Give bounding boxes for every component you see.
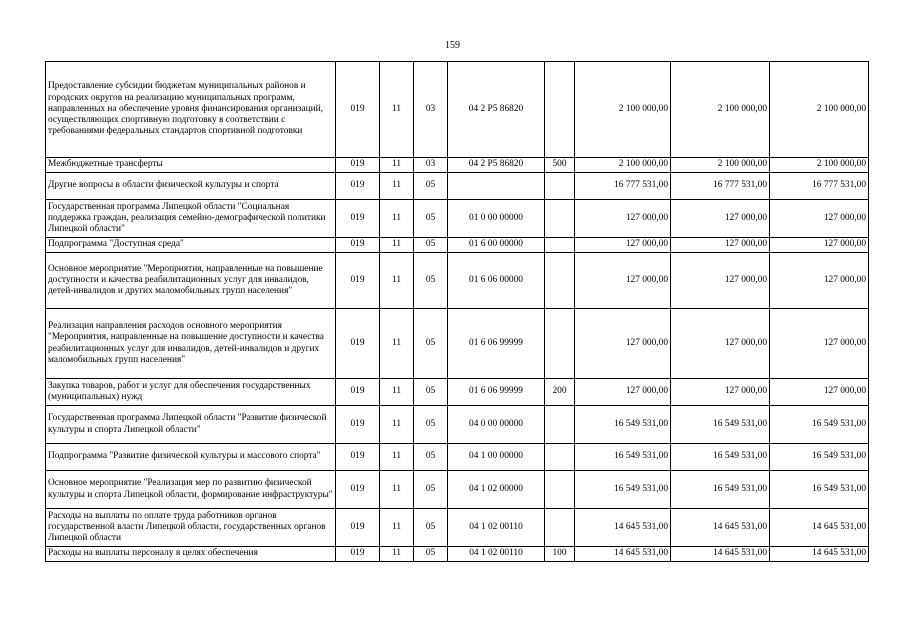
amount-cell-2: 16 549 531,00: [671, 471, 770, 509]
table-row: [46, 379, 869, 406]
section-cell: 11: [380, 309, 414, 379]
amount-cell-1: 2 100 000,00: [575, 62, 671, 158]
ministry-code-cell: 019: [336, 379, 380, 406]
amount-cell-3: 14 645 531,00: [770, 547, 869, 562]
description-cell: Государственная программа Липецкой области "Развитие физической культуры и спорта Липецкой области": [46, 406, 336, 444]
amount-cell-1: 127 000,00: [575, 309, 671, 379]
section-cell: 11: [380, 444, 414, 471]
subsection-cell: 05: [414, 173, 448, 200]
amount-cell-3: 127 000,00: [770, 200, 869, 238]
target-article-cell: 01 6 06 99999: [448, 309, 545, 379]
target-article-cell: 01 6 06 99999: [448, 379, 545, 406]
amount-cell-1: 127 000,00: [575, 200, 671, 238]
section-cell: 11: [380, 62, 414, 158]
description-cell: Предоставление субсидии бюджетам муниципальных районов и городских округов на реализацию муниципальных программ, направленных на обеспечение уровня финансирования организаций, осуществляющих спортивную подготовку в соответствии с требованиями федеральных стандартов спортивной подготовки: [46, 62, 336, 158]
subsection-cell: 03: [414, 158, 448, 173]
description-cell: Подпрограмма "Доступная среда": [46, 238, 336, 253]
subsection-cell: 03: [414, 62, 448, 158]
amount-cell-1: 14 645 531,00: [575, 547, 671, 562]
amount-cell-2: 16 549 531,00: [671, 406, 770, 444]
section-cell: 11: [380, 509, 414, 547]
section-cell: 11: [380, 200, 414, 238]
description-cell: Межбюджетные трансферты: [46, 158, 336, 173]
ministry-code-cell: 019: [336, 547, 380, 562]
description-cell: Подпрограмма "Развитие физической культуры и массового спорта": [46, 444, 336, 471]
ministry-code-cell: 019: [336, 238, 380, 253]
amount-cell-2: 127 000,00: [671, 309, 770, 379]
expense-type-cell: 100: [545, 547, 575, 562]
amount-cell-2: 2 100 000,00: [671, 158, 770, 173]
expense-type-cell: [545, 509, 575, 547]
subsection-cell: 05: [414, 379, 448, 406]
section-cell: 11: [380, 379, 414, 406]
section-cell: 11: [380, 253, 414, 309]
subsection-cell: 05: [414, 444, 448, 471]
table-row: [46, 406, 869, 444]
target-article-cell: 04 1 00 00000: [448, 444, 545, 471]
amount-cell-2: 2 100 000,00: [671, 62, 770, 158]
subsection-cell: 05: [414, 238, 448, 253]
table-row: [46, 309, 869, 379]
amount-cell-2: 14 645 531,00: [671, 509, 770, 547]
amount-cell-3: 14 645 531,00: [770, 509, 869, 547]
target-article-cell: 04 1 02 00110: [448, 547, 545, 562]
subsection-cell: 05: [414, 406, 448, 444]
table-row: [46, 471, 869, 509]
amount-cell-3: 16 777 531,00: [770, 173, 869, 200]
amount-cell-2: 127 000,00: [671, 379, 770, 406]
expense-type-cell: [545, 444, 575, 471]
table-row: [46, 200, 869, 238]
ministry-code-cell: 019: [336, 471, 380, 509]
amount-cell-1: 2 100 000,00: [575, 158, 671, 173]
ministry-code-cell: 019: [336, 173, 380, 200]
amount-cell-2: 127 000,00: [671, 253, 770, 309]
section-cell: 11: [380, 547, 414, 562]
description-cell: Основное мероприятие "Реализация мер по развитию физической культуры и спорта Липецкой области, формирование инфраструктуры": [46, 471, 336, 509]
expense-type-cell: [545, 406, 575, 444]
amount-cell-3: 127 000,00: [770, 253, 869, 309]
section-cell: 11: [380, 471, 414, 509]
expense-type-cell: 200: [545, 379, 575, 406]
description-cell: Расходы на выплаты персоналу в целях обеспечения: [46, 547, 336, 562]
ministry-code-cell: 019: [336, 444, 380, 471]
table-row: [46, 547, 869, 562]
amount-cell-2: 16 777 531,00: [671, 173, 770, 200]
ministry-code-cell: 019: [336, 158, 380, 173]
expense-type-cell: 500: [545, 158, 575, 173]
amount-cell-3: 127 000,00: [770, 238, 869, 253]
section-cell: 11: [380, 158, 414, 173]
target-article-cell: 01 6 00 00000: [448, 238, 545, 253]
table-row: [46, 253, 869, 309]
amount-cell-1: 127 000,00: [575, 379, 671, 406]
subsection-cell: 05: [414, 309, 448, 379]
amount-cell-1: 16 549 531,00: [575, 471, 671, 509]
amount-cell-1: 16 549 531,00: [575, 406, 671, 444]
amount-cell-3: 16 549 531,00: [770, 471, 869, 509]
ministry-code-cell: 019: [336, 509, 380, 547]
amount-cell-1: 14 645 531,00: [575, 509, 671, 547]
subsection-cell: 05: [414, 200, 448, 238]
ministry-code-cell: 019: [336, 309, 380, 379]
budget-table: [45, 61, 869, 562]
amount-cell-3: 127 000,00: [770, 379, 869, 406]
section-cell: 11: [380, 173, 414, 200]
amount-cell-2: 127 000,00: [671, 238, 770, 253]
subsection-cell: 05: [414, 471, 448, 509]
expense-type-cell: [545, 173, 575, 200]
table-row: [46, 62, 869, 158]
target-article-cell: 01 6 06 00000: [448, 253, 545, 309]
amount-cell-1: 16 549 531,00: [575, 444, 671, 471]
target-article-cell: 01 0 00 00000: [448, 200, 545, 238]
table-row: [46, 238, 869, 253]
ministry-code-cell: 019: [336, 62, 380, 158]
description-cell: Основное мероприятие "Мероприятия, направленные на повышение доступности и качества реабилитационных услуг для инвалидов, детей-инвалидов и других маломобильных групп населения": [46, 253, 336, 309]
ministry-code-cell: 019: [336, 406, 380, 444]
description-cell: Закупка товаров, работ и услуг для обеспечения государственных (муниципальных) нужд: [46, 379, 336, 406]
table-row: [46, 158, 869, 173]
subsection-cell: 05: [414, 547, 448, 562]
subsection-cell: 05: [414, 253, 448, 309]
page-number: 159: [445, 40, 460, 51]
amount-cell-3: 16 549 531,00: [770, 444, 869, 471]
amount-cell-2: 16 549 531,00: [671, 444, 770, 471]
amount-cell-3: 2 100 000,00: [770, 158, 869, 173]
amount-cell-3: 2 100 000,00: [770, 62, 869, 158]
amount-cell-1: 16 777 531,00: [575, 173, 671, 200]
expense-type-cell: [545, 62, 575, 158]
section-cell: 11: [380, 406, 414, 444]
amount-cell-1: 127 000,00: [575, 253, 671, 309]
amount-cell-3: 16 549 531,00: [770, 406, 869, 444]
expense-type-cell: [545, 309, 575, 379]
table-row: [46, 444, 869, 471]
target-article-cell: 04 0 00 00000: [448, 406, 545, 444]
ministry-code-cell: 019: [336, 253, 380, 309]
subsection-cell: 05: [414, 509, 448, 547]
description-cell: Государственная программа Липецкой области "Социальная поддержка граждан, реализация семейно-демографической политики Липецкой области": [46, 200, 336, 238]
expense-type-cell: [545, 238, 575, 253]
target-article-cell: 04 1 02 00110: [448, 509, 545, 547]
target-article-cell: 04 1 02 00000: [448, 471, 545, 509]
description-cell: Реализация направления расходов основного мероприятия "Мероприятия, направленные на повышение доступности и качества реабилитационных услуг для инвалидов, детей-инвалидов и других маломобильных групп населения": [46, 309, 336, 379]
amount-cell-1: 127 000,00: [575, 238, 671, 253]
target-article-cell: 04 2 P5 86820: [448, 62, 545, 158]
target-article-cell: 04 2 P5 86820: [448, 158, 545, 173]
description-cell: Другие вопросы в области физической культуры и спорта: [46, 173, 336, 200]
expense-type-cell: [545, 253, 575, 309]
table-row: [46, 509, 869, 547]
amount-cell-3: 127 000,00: [770, 309, 869, 379]
amount-cell-2: 14 645 531,00: [671, 547, 770, 562]
expense-type-cell: [545, 471, 575, 509]
amount-cell-2: 127 000,00: [671, 200, 770, 238]
description-cell: Расходы на выплаты по оплате труда работников органов государственной власти Липецкой области, государственных органов Липецкой области: [46, 509, 336, 547]
section-cell: 11: [380, 238, 414, 253]
target-article-cell: [448, 173, 545, 200]
expense-type-cell: [545, 200, 575, 238]
table-row: [46, 173, 869, 200]
ministry-code-cell: 019: [336, 200, 380, 238]
